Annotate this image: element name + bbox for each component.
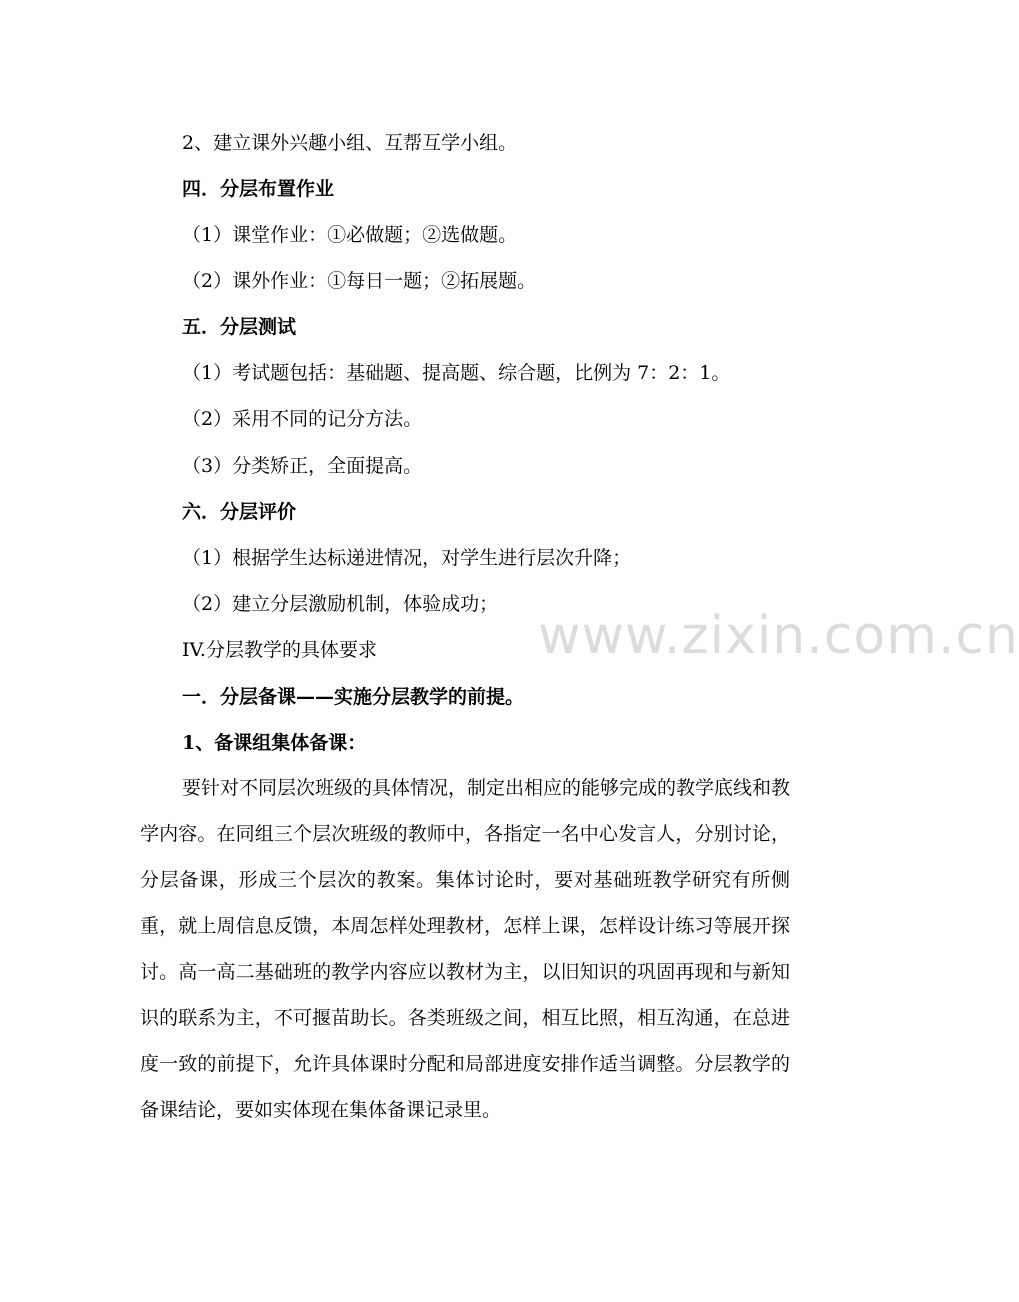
list-item-outside-homework: （2）课外作业：①每日一题；②拓展题。 [182, 270, 537, 292]
section-heading-requirements: IV.分层教学的具体要求 [182, 639, 377, 661]
list-item-exam-questions: （1）考试题包括：基础题、提高题、综合题，比例为 7：2：1。 [182, 362, 731, 384]
body-paragraph: 要针对不同层次班级的具体情况，制定出相应的能够完成的教学底线和教学内容。在同组三个层次班级的教师中，各指定一名中心发言人，分别讨论，分层备课，形成三个层次的教案。集体讨论时，要对基础班教学研究有所侧重，就上周信息反馈，本周怎样处理教材，怎样上课，怎样设计练习等展开探讨。高一高二基础班的教学内容应以教材为主，以旧知识的巩固再现和与新知识的联系为主，不可揠苗助长。各类班级之间，相互比照，相互沟通，在总进度一致的前提下，允许具体课时分配和局部进度安排作适当调整。分层教学的备课结论，要如实体现在集体备课记录里。 [140, 777, 791, 1121]
watermark: www.zixin.com.cn [538, 606, 1019, 666]
section-heading-testing: 五．分层测试 [182, 316, 297, 338]
subsection-heading-group-prep: 1、备课组集体备课： [182, 732, 367, 754]
section-heading-evaluation: 六．分层评价 [182, 501, 297, 523]
list-item-correction: （3）分类矫正，全面提高。 [182, 455, 423, 477]
section-heading-lesson-prep: 一．分层备课——实施分层教学的前提。 [182, 686, 525, 708]
list-item-interest-groups: 2、建立课外兴趣小组、互帮互学小组。 [182, 132, 518, 154]
section-heading-homework: 四．分层布置作业 [182, 178, 335, 200]
list-item-class-homework: （1）课堂作业：①必做题；②选做题。 [182, 224, 518, 246]
list-item-incentive: （2）建立分层激励机制，体验成功； [182, 593, 499, 615]
list-item-level-adjustment: （1）根据学生达标递进情况，对学生进行层次升降； [182, 547, 632, 569]
list-item-scoring-methods: （2）采用不同的记分方法。 [182, 408, 423, 430]
